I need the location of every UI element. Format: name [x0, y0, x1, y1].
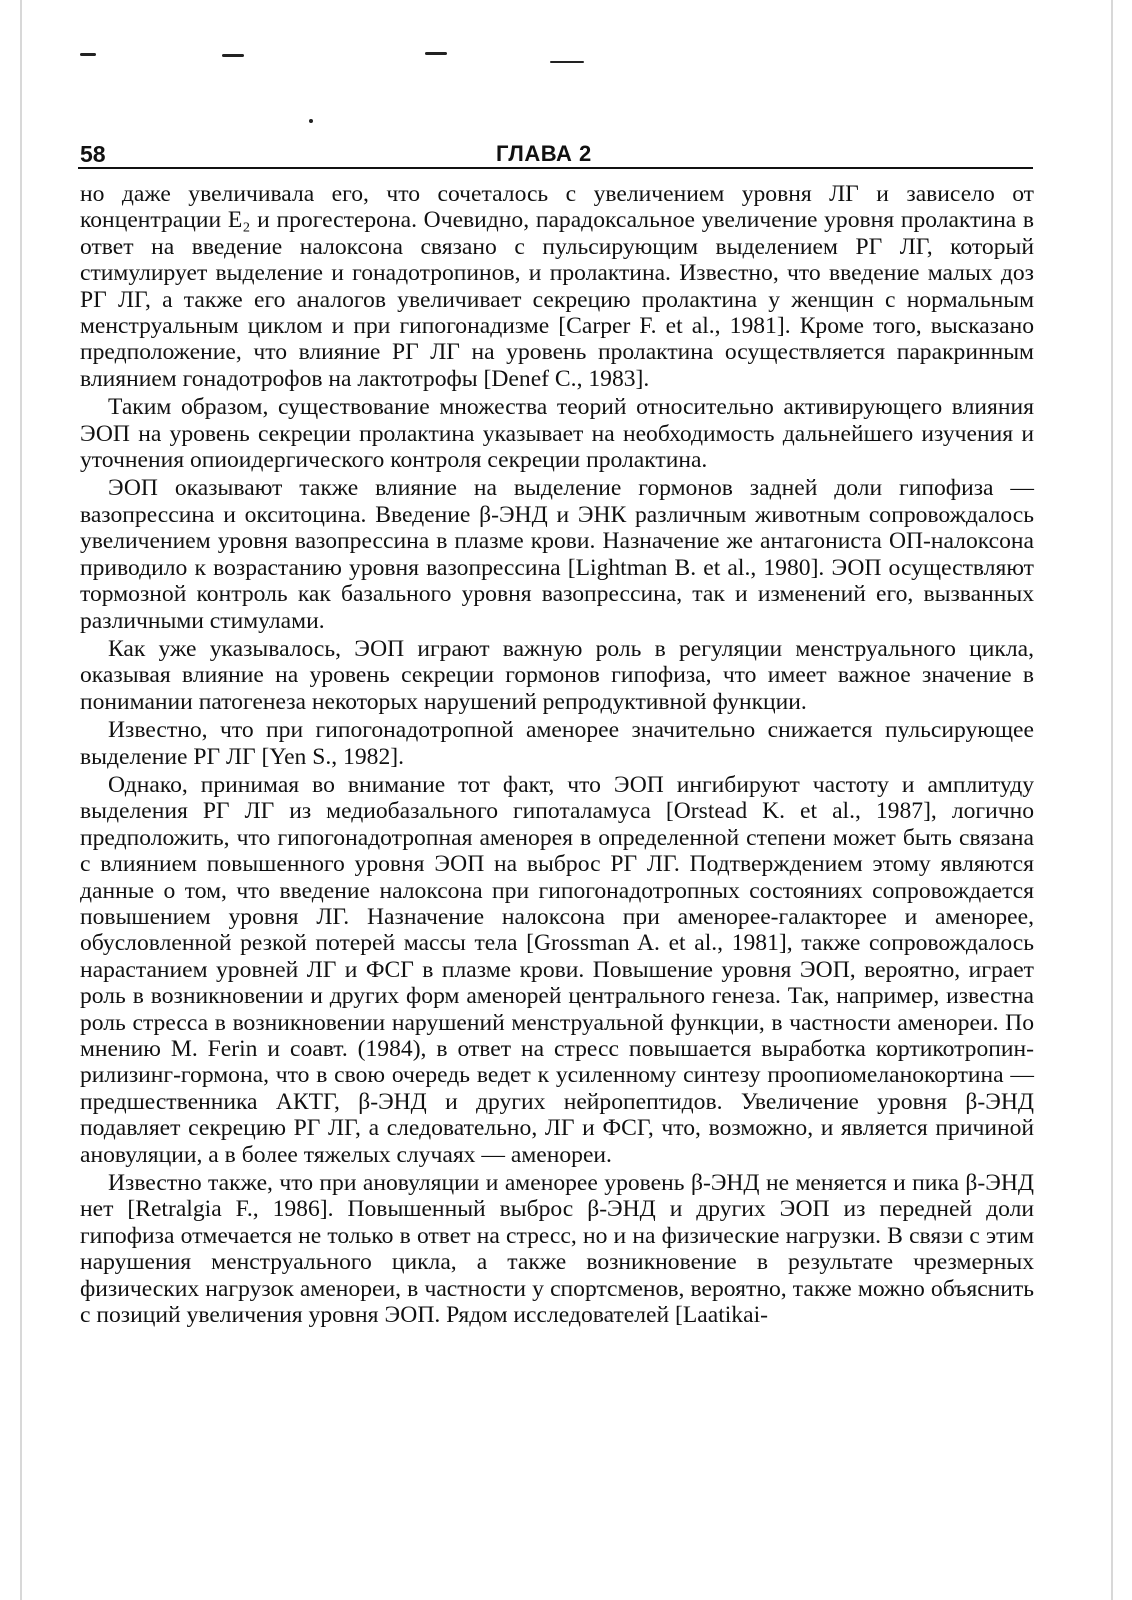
- paragraph: Однако, принимая во внимание тот факт, что ЭОП ингибируют частоту и амплитуду выделения РГ ЛГ из медиобазального гипоталамуса [Orstead K. et al., 1987], логично предположить, что гипогонадотропная аменорея в определенной степени может быть связана с влиянием повышенного уровня ЭОП на выброс РГ ЛГ. Подтверждением этому являются данные о том, что введение налоксона при гипогонадотропных состояниях сопровождается повышением уровня ЛГ. Назначение налоксона при аменорее-галакторее и аменорее, обусловленной резкой потерей массы тела [Grossman A. et al., 1981], также сопровождалось нарастанием уровней ЛГ и ФСГ в плазме крови. Повышение уровня ЭОП, вероятно, играет роль в возникновении и других форм аменорей центрального генеза. Так, например, известна роль стресса в возникновении нарушений менструальной функции, в частности аменореи. По мнению M. Ferin и соавт. (1984), в ответ на стресс повышается выработка кортикотропин-рилизинг-гормона, что в свою очередь ведет к усиленному синтезу проопиомеланокортина — предшественника АКТГ, β-ЭНД и других нейропептидов. Увеличение уровня β-ЭНД подавляет секрецию РГ ЛГ, а следовательно, ЛГ и ФСГ, что, возможно, и является причиной ановуляции, а в более тяжелых случаях — аменореи.: [80, 771, 1034, 1168]
- scan-artifact: [425, 52, 447, 55]
- page-right-edge: [1111, 0, 1113, 1600]
- paragraph: Известно также, что при ановуляции и аменорее уровень β-ЭНД не меняется и пика β-ЭНД нет [Retralgia F., 1986]. Повышенный выброс β-ЭНД и других ЭОП из передней доли гипофиза отмечается не только в ответ на стресс, но и на физические нагрузки. В связи с этим нарушения менструального цикла, а также возникновение в результате чрезмерных физических нагрузок аменореи, в частности у спортсменов, вероятно, также можно объяснить с позиций увеличения уровня ЭОП. Рядом исследователей [Laatikai-: [80, 1170, 1034, 1329]
- body-text: [80, 181, 1034, 1328]
- scan-artifact: [550, 61, 584, 63]
- paragraph: Как уже указывалось, ЭОП играют важную роль в регуляции менструального цикла, оказывая влияние на уровень секреции гормонов гипофиза, что имеет важное значение в понимании патогенеза некоторых нарушений репродуктивной функции.: [80, 635, 1034, 715]
- scan-artifact: [80, 53, 96, 56]
- chapter-title: ГЛАВА 2: [496, 141, 592, 166]
- header-rule: [78, 167, 1033, 169]
- paragraph: ЭОП оказывают также влияние на выделение гормонов задней доли гипофиза — вазопрессина и окситоцина. Введение β-ЭНД и ЭНК различным животным сопровождалось увеличением уровня вазопрессина в плазме крови. Назначение же антагониста ОП-налоксона приводило к возрастанию уровня вазопрессина [Lightman B. et al., 1980]. ЭОП осуществляют тормозной контроль как базального уровня вазопрессина, так и изменений его, вызванных различными стимулами.: [80, 475, 1034, 634]
- scan-artifact: [222, 54, 244, 57]
- paragraph: Таким образом, существование множества теорий относительно активирующего влияния ЭОП на уровень секреции пролактина указывает на необходимость дальнейшего изучения и уточнения опиоидергического контроля секреции пролактина.: [80, 394, 1034, 474]
- page-left-edge: [20, 0, 22, 1600]
- scan-artifact: [309, 119, 313, 123]
- paragraph: но даже увеличивала его, что сочеталось с увеличением уровня ЛГ и зависело от концентрации E₂ и прогестерона. Очевидно, парадоксальное увеличение уровня пролактина в ответ на введение налоксона связано с пульсирующим выделением РГ ЛГ, который стимулирует выделение и гонадотропинов, и пролактина. Известно, что введение малых доз РГ ЛГ, а также его аналогов увеличивает секрецию пролактина у женщин с нормальным менструальным циклом и при гипогонадизме [Carper F. et al., 1981]. Кроме того, высказано предположение, что влияние РГ ЛГ на уровень пролактина осуществляется паракринным влиянием гонадотрофов на лактотрофы [Denef C., 1983].: [80, 181, 1034, 392]
- paragraph: Известно, что при гипогонадотропной аменорее значительно снижается пульсирующее выделение РГ ЛГ [Yen S., 1982].: [80, 717, 1034, 770]
- page-header: [78, 139, 1034, 169]
- page-number: 58: [80, 141, 106, 167]
